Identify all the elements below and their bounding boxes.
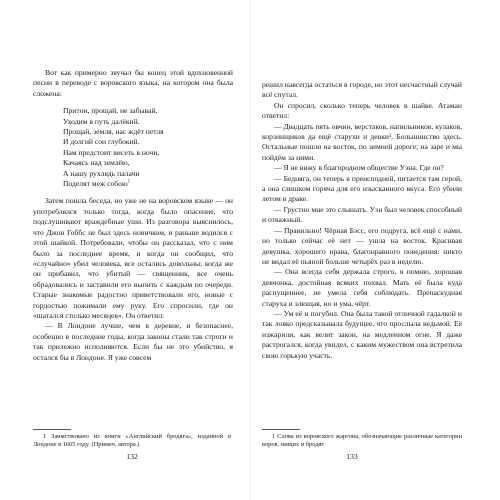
paragraph: — В Лондоне лучше, чем в деревне, и безопаснее, особенно в последние годы, когда законы стали так строги и так прилежно исполняются. Если бы не это убийство, я остался бы в Лондоне. Я уже совсем: [33, 321, 233, 362]
paragraph: Затем пошла беседа, но уже не на воровском языке — он употреблялся только тогда, когда было опасение, что подслушивают враждебные уши. Из разговора выяснилось, что Джон Гоббс не был здесь новичком, и раньше водился с этой шайкой. Потребовали, чтобы он рассказал, что с ним было за последнее время, и когда он сообщил, что «случайно» убил человека, все остались довольны; когда же он прибавил, что убитый — священник, все очень обрадовались и заставили его выпить с каждым по очереди. Старые знакомые радостно приветствовали его, новые с гордостью пожимали ему руку. Его спросили, где он «шатался столько месяцев». Он ответил:: [33, 196, 233, 320]
right-page-body: [262, 80, 462, 361]
page-number: 133: [346, 452, 358, 461]
paragraph: — Бедняга, он теперь в преисподней, питается там серой, а она слишком горяча для его изысканного вкуса. Его убили летом в драке.: [262, 173, 462, 204]
poem-line: Прощай, земля, нас ждёт петля: [63, 127, 164, 137]
poem-line: А нашу рухлядь палачи: [63, 168, 140, 178]
paragraph: Вот как примерно звучал бы конец этой вдохновенной песни в переводе с воровского языка, на котором она была сложена:: [33, 68, 233, 98]
poem-line: И долгий сон глубокий.: [63, 137, 140, 147]
footnote-mark: 1: [272, 433, 276, 440]
paragraph: Он спросил, сколько теперь человек в шайке. Атаман ответил:: [262, 100, 462, 121]
poem-line: Уходим в путь далёкий.: [63, 116, 140, 126]
footnote: [262, 433, 462, 450]
paragraph: — Ум её и погубил. Она была такой отличной гадалкой и так ловко предсказывала будущее, что прослыла ведьмой. Её изжарили, как велит закон, на медленном огне. Я даже растрогался, когда увидел, с каким мужеством она встретила свою горькую участь.: [262, 308, 462, 360]
footnote-divider: [33, 429, 71, 430]
footnote-text: Заимствовано из книги «Английский бродяга», изданной в Лондоне в 1665 году. (Примеч. автора.): [33, 433, 231, 449]
footnote-reference[interactable]: 1: [127, 179, 131, 185]
poem-last-line: [63, 179, 233, 189]
right-page: [250, 0, 500, 500]
footnote-divider: [262, 429, 300, 430]
paragraph: — Я не вижу в благородном обществе Уэна. Где он?: [274, 163, 444, 173]
paragraph: — Двадцать пять овчин, верстаков, напильников, кулаков, корзинщиков да ещё старухи и девки¹. Большинство здесь. Остальные пошли на восток, по зимней дороге; на заре и мы пойдём за ними.: [262, 121, 462, 162]
poem-line: Поделят меж собою: [63, 179, 128, 189]
paragraph: — Она всегда себя держала строго, я помню, хорошая девчонка, достойная всяких похвал. Мать её была куда распущеннее, не умела себя соблюдать. Препаскудная старуха и злющая, но и ума, чёрт.: [262, 267, 462, 308]
footnote-mark: 1: [43, 433, 47, 440]
poem-line: Притон, прощай, не забывай,: [63, 106, 158, 116]
poem-line: Нам предстоит висеть в ночи,: [63, 147, 160, 157]
paragraph: решил навсегда остаться в городе, но этот несчастный случай всё спутал.: [262, 80, 462, 100]
poem: [63, 106, 233, 189]
footnote-text: Слова из воровского жаргона, обозначающие различные категории воров, нищих и бродяг.: [262, 433, 462, 449]
poem-line: Качаясь над землёю,: [63, 158, 130, 168]
page-number: 132: [126, 452, 138, 461]
footnote: [33, 433, 231, 450]
paragraph: — Правильно! Чёрная Бэсс, его подруга, всё ещё с нами, но только сейчас её нет — ушла на восток. Красивая девушка, хорошего нрава, благонравного поведения: никто не видал её пьяной больше четырёх раз в неделю.: [262, 225, 462, 266]
left-page-body: [33, 68, 233, 363]
paragraph: — Грустно мне это слышать. Уэн был человек способный и отважный.: [262, 204, 462, 225]
